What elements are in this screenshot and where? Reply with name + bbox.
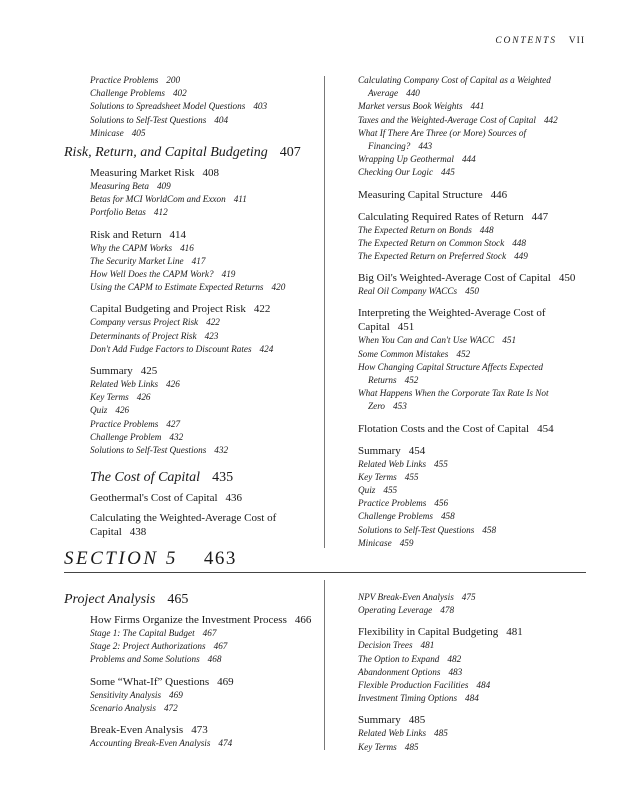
toc-topic: Flexibility in Capital Budgeting 481	[358, 626, 523, 639]
toc-entry: Portfolio Betas 412	[90, 207, 168, 218]
toc-entry: Determinants of Project Risk 423	[90, 330, 219, 341]
toc-entry: Decision Trees 481	[358, 640, 435, 651]
toc-entry: Practice Problems 200	[90, 75, 181, 85]
toc-topic: Risk and Return 414	[90, 228, 186, 241]
toc-entry: Related Web Links 485	[358, 728, 448, 739]
toc-entry: Using the CAPM to Estimate Expected Returns 420	[90, 282, 286, 293]
toc-topic: Big Oil's Weighted-Average Cost of Capital 450	[358, 272, 576, 285]
lower-column-divider	[324, 580, 325, 750]
toc-entry: Key Terms 485	[358, 741, 419, 752]
toc-topic: Summary 454	[358, 444, 426, 457]
chapter-title: The Cost of Capital 435	[90, 470, 234, 486]
toc-entry: Challenge Problems 402	[90, 88, 187, 99]
section-rule	[64, 572, 586, 573]
toc-entry: What If There Are Three (or More) Sources of Financing? 443	[358, 127, 527, 152]
toc-topic: Interpreting the Weighted-Average Cost of Capital 451	[358, 307, 546, 334]
toc-entry: Flexible Production Facilities 484	[358, 680, 491, 691]
toc-entry: Market versus Book Weights 441	[358, 101, 485, 112]
section-title: SECTION 5	[64, 548, 178, 569]
toc-entry: Don't Add Fudge Factors to Discount Rates 424	[90, 343, 274, 354]
toc-entry: Betas for MCI WorldCom and Exxon 411	[90, 194, 247, 205]
chapter-title: Project Analysis 465	[64, 592, 189, 607]
toc-entry: Company versus Project Risk 422	[90, 317, 220, 328]
toc-entry: The Security Market Line 417	[90, 255, 206, 266]
toc-topic: Measuring Market Risk 408	[90, 167, 219, 180]
toc-entry: Related Web Links 455	[358, 458, 448, 469]
toc-entry: Key Terms 426	[90, 392, 151, 403]
toc-entry: Minicase 405	[90, 127, 146, 138]
toc-entry: How Well Does the CAPM Work? 419	[90, 269, 236, 280]
toc-entry: Problems and Some Solutions 468	[90, 654, 222, 665]
toc-entry: Quiz 455	[358, 485, 398, 496]
lower-left-column	[64, 591, 322, 750]
toc-entry: Practice Problems 427	[90, 418, 181, 429]
upper-left-column	[64, 74, 322, 539]
toc-topic: Capital Budgeting and Project Risk 422	[90, 303, 271, 316]
toc-topic: How Firms Organize the Investment Process 466	[90, 614, 312, 626]
toc-entry: Practice Problems 456	[358, 498, 449, 509]
toc-topic: Some “What-If” Questions 469	[90, 675, 234, 688]
toc-entry: Investment Timing Options 484	[358, 693, 479, 704]
upper-right-column	[358, 74, 608, 550]
toc-entry: The Expected Return on Common Stock 448	[358, 237, 526, 248]
toc-entry: NPV Break-Even Analysis 475	[358, 592, 476, 602]
toc-entry: Solutions to Self-Test Questions 404	[90, 114, 229, 125]
page-header	[495, 36, 585, 46]
section-page: 463	[203, 548, 237, 569]
toc-entry: Why the CAPM Works 416	[90, 242, 194, 253]
toc-entry: Calculating Company Cost of Capital as a Weighted Average 440	[358, 75, 551, 99]
header-title: CONTENTS	[495, 36, 557, 46]
toc-entry: Stage 2: Project Authorizations 467	[90, 641, 228, 652]
toc-entry: Key Terms 455	[358, 471, 419, 482]
upper-column-divider	[324, 76, 325, 548]
toc-entry: The Expected Return on Preferred Stock 449	[358, 251, 528, 262]
toc-entry: Accounting Break-Even Analysis 474	[90, 738, 233, 749]
toc-entry: Wrapping Up Geothermal 444	[358, 154, 476, 165]
toc-topic: Flotation Costs and the Cost of Capital 454	[358, 422, 554, 435]
toc-entry: Related Web Links 426	[90, 379, 180, 390]
toc-topic: Calculating Required Rates of Return 447	[358, 210, 549, 223]
toc-entry: Solutions to Self-Test Questions 458	[358, 524, 497, 535]
toc-entry: When You Can and Can't Use WACC 451	[358, 335, 517, 346]
toc-entry: The Expected Return on Bonds 448	[358, 224, 494, 235]
toc-topic: Summary 485	[358, 714, 426, 727]
toc-entry: What Happens When the Corporate Tax Rate Is Not Zero 453	[358, 388, 549, 412]
toc-entry: Quiz 426	[90, 405, 130, 416]
toc-entry: Challenge Problem 432	[90, 431, 184, 442]
toc-entry: Taxes and the Weighted-Average Cost of Capital 442	[358, 114, 558, 125]
toc-entry: Checking Our Logic 445	[358, 167, 455, 178]
toc-topic: Calculating the Weighted-Average Cost of Capital 438	[90, 512, 277, 539]
toc-entry: Abandonment Options 483	[358, 666, 463, 677]
toc-entry: Measuring Beta 409	[90, 181, 171, 192]
chapter-title: Risk, Return, and Capital Budgeting 407	[64, 145, 301, 161]
lower-right-column	[358, 591, 608, 754]
toc-entry: Challenge Problems 458	[358, 511, 455, 522]
toc-entry: Some Common Mistakes 452	[358, 348, 471, 359]
toc-topic: Geothermal's Cost of Capital 436	[90, 492, 243, 505]
toc-entry: Real Oil Company WACCs 450	[358, 286, 479, 297]
toc-entry: Solutions to Self-Test Questions 432	[90, 445, 229, 456]
toc-entry: Solutions to Spreadsheet Model Questions 403	[90, 101, 268, 112]
toc-entry: Minicase 459	[358, 537, 414, 548]
toc-entry: How Changing Capital Structure Affects Expected Returns 452	[358, 361, 544, 386]
toc-entry: Operating Leverage 478	[358, 605, 455, 616]
toc-entry: Stage 1: The Capital Budget 467	[90, 628, 217, 638]
toc-topic: Summary 425	[90, 365, 158, 378]
toc-entry: The Option to Expand 482	[358, 653, 462, 664]
toc-entry: Sensitivity Analysis 469	[90, 689, 183, 700]
toc-topic: Break-Even Analysis 473	[90, 724, 208, 737]
header-page-number: VII	[568, 36, 585, 46]
toc-topic: Measuring Capital Structure 446	[358, 188, 508, 201]
toc-entry: Scenario Analysis 472	[90, 702, 178, 713]
section-heading	[64, 548, 237, 570]
